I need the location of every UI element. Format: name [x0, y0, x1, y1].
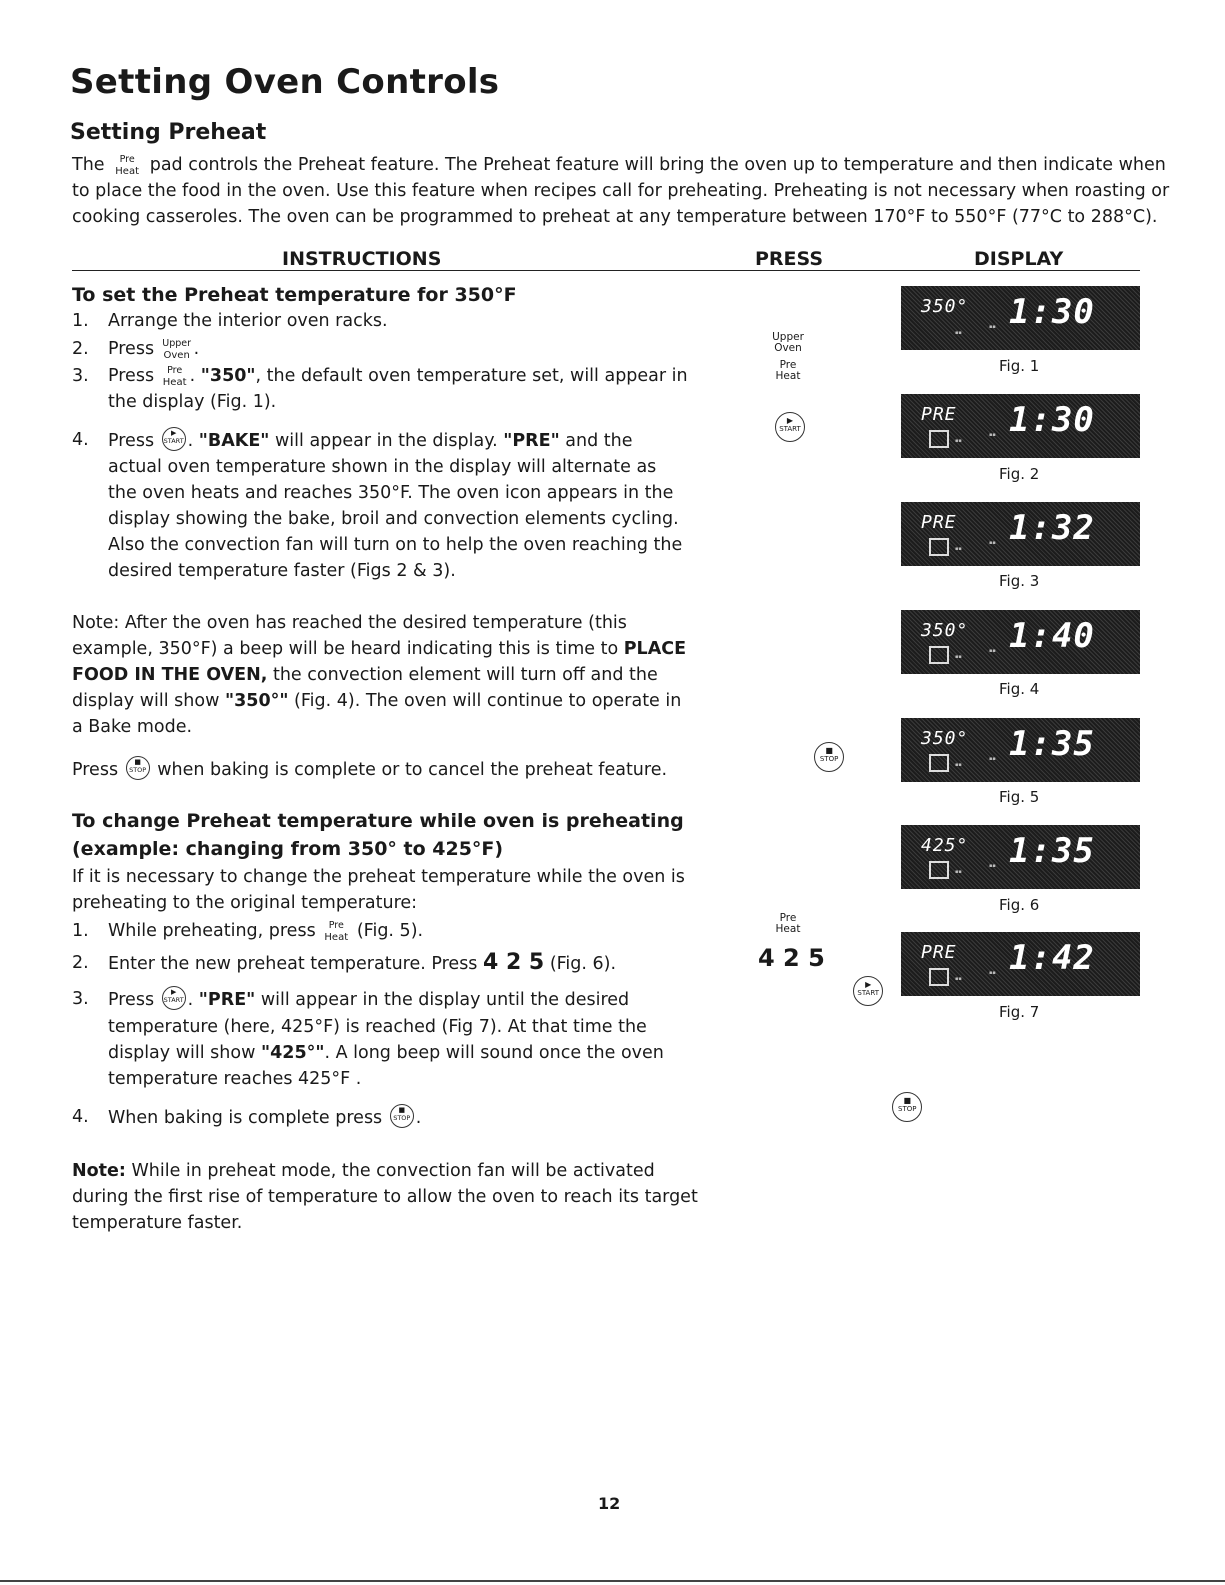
- oven-display-fig-1: [901, 286, 1140, 350]
- stop-button-icon: ■ STOP: [814, 742, 844, 772]
- part1-heading: To set the Preheat temperature for 350°F: [72, 284, 517, 306]
- display-time: 1:32: [1009, 508, 1095, 548]
- bake-indicator-icon: ▪▪: [955, 654, 962, 660]
- digits-425: 4 2 5: [758, 944, 825, 972]
- bake-indicator-icon: ▪▪: [955, 976, 962, 982]
- start-button-icon: ▶ START: [853, 976, 883, 1006]
- upper-indicator-icon: ▪▪: [989, 324, 996, 330]
- display-temp: 350°: [921, 296, 969, 317]
- figure-caption: Fig. 6: [999, 896, 1040, 914]
- note-line: FOOD IN THE OVEN, the convection element will turn off and the: [72, 665, 658, 685]
- final-note: Note: While in preheat mode, the convection fan will be activated: [72, 1161, 655, 1181]
- stop-button-icon: ■ STOP: [126, 756, 150, 780]
- bake-indicator-icon: ▪▪: [955, 546, 962, 552]
- oven-display-fig-3: [901, 502, 1140, 566]
- page-title: Setting Oven Controls: [70, 62, 500, 102]
- oven-icon: [929, 646, 949, 664]
- display-temp: PRE: [921, 942, 957, 963]
- display-time: 1:35: [1009, 724, 1095, 764]
- part2-intro: preheating to the original temperature:: [72, 893, 418, 913]
- upper-indicator-icon: ▪▪: [989, 756, 996, 762]
- display-time: 1:35: [1009, 831, 1095, 871]
- start-button-icon: ▶ START: [162, 986, 186, 1010]
- display-temp: 350°: [921, 728, 969, 749]
- stop-button-icon: ■ STOP: [390, 1104, 414, 1128]
- final-note: during the first rise of temperature to allow the oven to reach its target: [72, 1187, 698, 1207]
- section-title: Setting Preheat: [70, 120, 267, 145]
- part2-heading: To change Preheat temperature while oven is preheating: [72, 810, 684, 832]
- instructions-header: INSTRUCTIONS: [282, 248, 442, 270]
- figure-caption: Fig. 5: [999, 788, 1040, 806]
- intro-text: pad controls the Preheat feature. The Preheat feature will bring the oven up to temperature and then indicate when: [149, 155, 1166, 175]
- preheat-pad-icon: Pre Heat: [115, 154, 139, 177]
- upper-indicator-icon: ▪▪: [989, 970, 996, 976]
- display-header: DISPLAY: [974, 248, 1064, 270]
- preheat-pad-icon: Pre Heat: [324, 920, 349, 943]
- figure-caption: Fig. 2: [999, 465, 1040, 483]
- upper-oven-pad-icon: Upper Oven: [772, 331, 804, 354]
- start-button-icon: ▶ START: [775, 412, 805, 442]
- intro-paragraph: [72, 152, 1170, 230]
- figure-caption: Fig. 7: [999, 1003, 1040, 1021]
- oven-display-fig-5: [901, 718, 1140, 782]
- oven-display-fig-2: [901, 394, 1140, 458]
- display-time: 1:30: [1009, 400, 1095, 440]
- preheat-pad-icon: Pre Heat: [162, 365, 187, 388]
- display-temp: PRE: [921, 512, 957, 533]
- bottom-rule: [0, 1580, 1225, 1582]
- part2-intro: If it is necessary to change the preheat temperature while the oven is: [72, 867, 685, 887]
- display-time: 1:30: [1009, 292, 1095, 332]
- bake-indicator-icon: ▪▪: [955, 438, 962, 444]
- upper-indicator-icon: ▪▪: [989, 648, 996, 654]
- figure-caption: Fig. 3: [999, 572, 1040, 590]
- press-header: PRESS: [755, 248, 824, 270]
- oven-icon: [929, 968, 949, 986]
- column-headers: [72, 248, 1140, 271]
- upper-oven-pad-icon: Upper Oven: [162, 338, 192, 361]
- note-line: display will show "350°" (Fig. 4). The oven will continue to operate in: [72, 691, 682, 711]
- preheat-pad-icon: Pre Heat: [775, 359, 801, 382]
- display-time: 1:40: [1009, 616, 1095, 656]
- upper-indicator-icon: ▪▪: [989, 540, 996, 546]
- oven-display-fig-6: [901, 825, 1140, 889]
- note-line: Note: After the oven has reached the desired temperature (this: [72, 613, 627, 633]
- display-temp: PRE: [921, 404, 957, 425]
- upper-indicator-icon: ▪▪: [989, 863, 996, 869]
- note-line: example, 350°F) a beep will be heard indicating this is time to PLACE: [72, 639, 687, 659]
- display-temp: 425°: [921, 835, 969, 856]
- oven-icon: [929, 538, 949, 556]
- oven-icon: [929, 861, 949, 879]
- preheat-pad-icon: Pre Heat: [775, 912, 801, 935]
- start-button-icon: ▶ START: [162, 427, 186, 451]
- bake-indicator-icon: ▪▪: [955, 330, 962, 336]
- intro-text: cooking casseroles. The oven can be programmed to preheat at any temperature between 170°F to 550°F (77°C to 288°C).: [72, 207, 1158, 227]
- intro-text: to place the food in the oven. Use this feature when recipes call for preheating. Preheating is not necessary when roasting or: [72, 181, 1170, 201]
- part2-subheading: (example: changing from 350° to 425°F): [72, 838, 504, 860]
- oven-icon: [929, 754, 949, 772]
- stop-button-icon: ■ STOP: [892, 1092, 922, 1122]
- note-line: Press ■ STOP when baking is complete or to cancel the preheat feature.: [72, 758, 668, 780]
- note-line: a Bake mode.: [72, 717, 193, 737]
- display-temp: 350°: [921, 620, 969, 641]
- oven-icon: [929, 430, 949, 448]
- page-number: 12: [598, 1494, 621, 1513]
- display-time: 1:42: [1009, 938, 1095, 978]
- figure-caption: Fig. 4: [999, 680, 1040, 698]
- bake-indicator-icon: ▪▪: [955, 762, 962, 768]
- bake-indicator-icon: ▪▪: [955, 869, 962, 875]
- oven-display-fig-7: [901, 932, 1140, 996]
- upper-indicator-icon: ▪▪: [989, 432, 996, 438]
- oven-display-fig-4: [901, 610, 1140, 674]
- figure-caption: Fig. 1: [999, 357, 1040, 375]
- intro-text: The: [72, 155, 105, 175]
- final-note: temperature faster.: [72, 1213, 243, 1233]
